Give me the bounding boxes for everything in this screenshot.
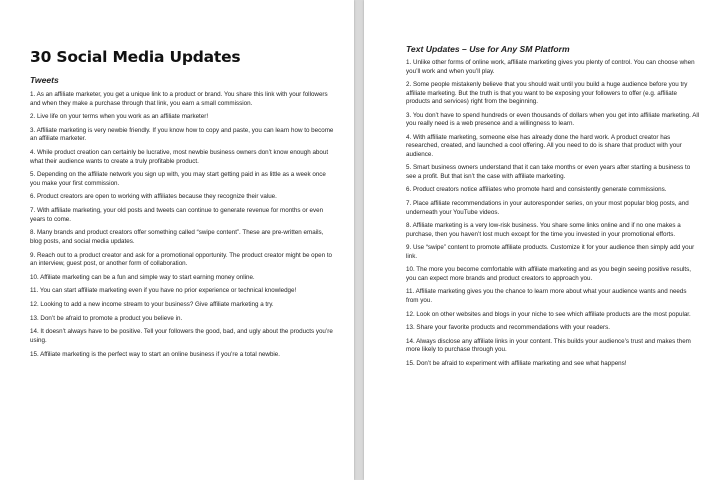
document-title: 30 Social Media Updates [30, 48, 241, 66]
list-item: 4. With affiliate marketing, someone else has already done the hard work. A product creator has researched, created, and launched a cool offering. All you need to do is share that product with your audience. [406, 133, 682, 158]
list-item: 6. Product creators notice affiliates who promote hard and consistently generate commissions. [406, 186, 667, 194]
text-update-list [406, 59, 700, 368]
list-item: 13. Don’t be afraid to promote a product you believe in. [30, 314, 183, 322]
list-item: 10. Affiliate marketing can be a fun and simple way to start earning money online. [30, 273, 255, 281]
section-heading-text-updates: Text Updates – Use for Any SM Platform [406, 44, 570, 54]
list-item: 12. Looking to add a new income stream to your business? Give affiliate marketing a try. [30, 301, 274, 309]
list-item: 6. Product creators are open to working with affiliates because they recognize their value. [30, 193, 277, 201]
list-item: 4. While product creation can certainly be lucrative, most newbie business owners don’t know enough about what their audience wants to create a truly profitable product. [30, 149, 329, 165]
list-item: 1. As an affiliate marketer, you get a unique link to a product or brand. You share this link with your followers and when they make a purchase through that link, you earn a small commission. [30, 91, 328, 107]
list-item: 11. You can start affiliate marketing even if you have no prior experience or technical knowledge! [30, 287, 297, 295]
list-item: 5. Depending on the affiliate network you sign up with, you may start getting paid in as little as a week once you make your first commission. [30, 171, 326, 187]
list-item: 15. Don’t be afraid to experiment with affiliate marketing and see what happens! [406, 359, 627, 367]
list-item: 8. Many brands and product creators offer something called “swipe content”. These are pre-written emails, blog posts, and social media updates. [30, 229, 324, 245]
tweet-list [30, 91, 334, 359]
list-item: 8. Affiliate marketing is a very low-risk business. You share some links online and if no one makes a purchase, then you haven’t lost much except for the time you invested in your promotional efforts. [406, 222, 681, 238]
list-item: 2. Some people mistakenly believe that you should wait until you build a huge audience before you try affiliate marketing. But the truth is that you want to be exposing your followers to offer (e.g. affiliate products and services) right from the beginning. [406, 81, 688, 106]
list-item: 7. With affiliate marketing, your old posts and tweets can continue to generate revenue for months or even years to come. [30, 207, 324, 223]
list-item: 1. Unlike other forms of online work, affiliate marketing gives you plenty of control. You can choose when you’ll work and when you’ll play. [406, 59, 695, 75]
section-heading-tweets: Tweets [30, 75, 59, 85]
list-item: 7. Place affiliate recommendations in your autoresponder series, on your most popular blog posts, and underneath your YouTube videos. [406, 200, 689, 216]
list-item: 11. Affiliate marketing gives you the chance to learn more about what your audience wants and needs from you. [406, 288, 687, 304]
list-item: 12. Look on other websites and blogs in your niche to see which affiliate products are the most popular. [406, 310, 691, 318]
list-item: 14. Always disclose any affiliate links in your content. This builds your audience’s trust and makes them more likely to purchase through you. [406, 337, 691, 354]
list-item: 9. Reach out to a product creator and ask for a promotional opportunity. The product creator might be open to an interview, guest post, or another form of collaboration. [30, 251, 333, 267]
list-item: 13. Share your favorite products and recommendations with your readers. [406, 324, 610, 332]
list-item: 5. Smart business owners understand that it can take months or even years after starting a business to see a profit. But that isn’t the case with affiliate marketing. [406, 164, 691, 180]
list-item: 3. You don’t have to spend hundreds or even thousands of dollars when you get into affiliate marketing. All you really need is a web presence and a willingness to learn. [406, 111, 700, 128]
list-item: 3. Affiliate marketing is very newbie friendly. If you know how to copy and paste, you can learn how to become an affiliate marketer. [30, 126, 334, 143]
list-item: 15. Affiliate marketing is the perfect way to start an online business if you’re a total newbie. [30, 350, 281, 358]
list-item: 9. Use “swipe” content to promote affiliate products. Customize it for your audience then simply add your link. [406, 244, 695, 260]
document-page-left [0, 0, 354, 480]
list-item: 2. Live life on your terms when you work as an affiliate marketer! [30, 113, 209, 121]
list-item: 10. The more you become comfortable with affiliate marketing and as you begin seeing positive results, you can expect more brands and product creators to approach you. [406, 266, 691, 282]
list-item: 14. It doesn’t always have to be positive. Tell your followers the good, bad, and ugly about the products you’re using. [30, 328, 333, 344]
document-page-right [364, 0, 720, 480]
